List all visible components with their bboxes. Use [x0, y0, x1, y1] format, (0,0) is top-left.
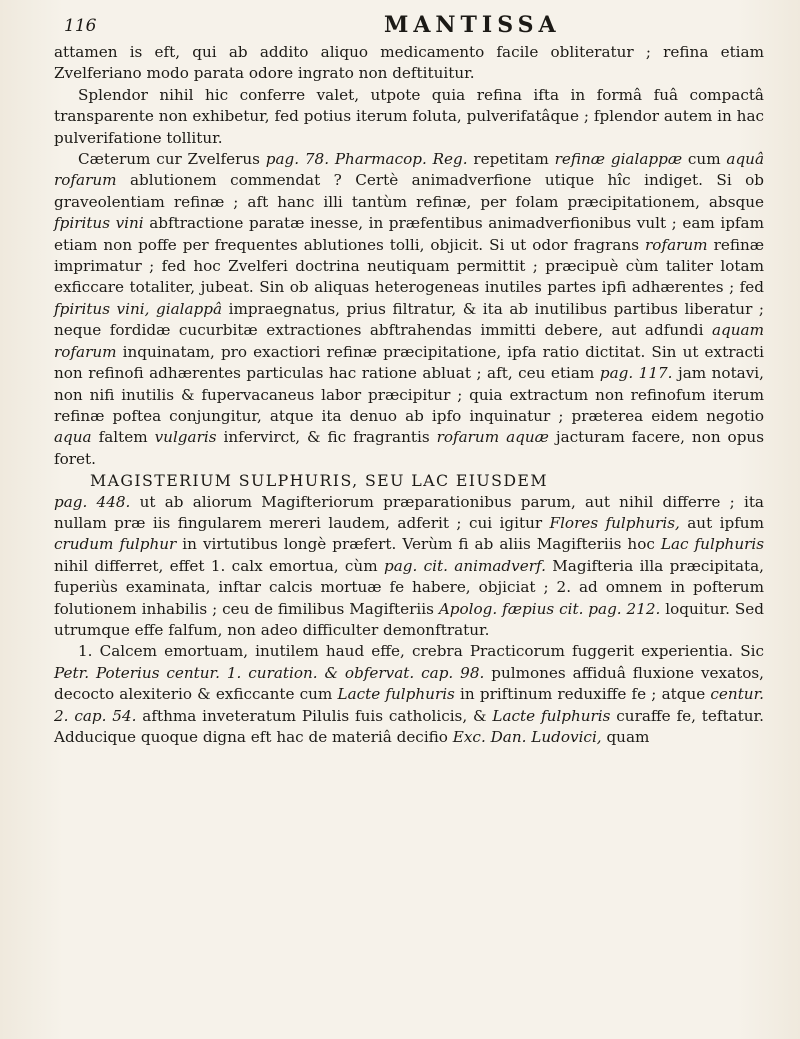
text-segment: Magifteria illa præcipitata, fuperiùs examinata, inftar calcis mortuæ fe habere, objiciat ; 2. ad omnem in pofterum folutionem inhabilis ; ceu de fimilibus Magifteriis	[54, 556, 764, 618]
italic-citation: Petr. Poterius centur. 1. curation. & obfervat. cap. 98.	[54, 663, 485, 682]
page-number: 116	[64, 16, 97, 36]
text-segment: quam	[601, 728, 650, 746]
italic-citation: fpiritus vini	[54, 214, 144, 233]
text-segment: attamen is eft, qui ab addito aliquo medicamento facile obliteratur ; refina etiam Zvelferiano modo parata odore ingrato non deftituitur.	[54, 43, 764, 83]
paragraph	[54, 149, 764, 470]
text-segment: ablutionem commendat ? Certè animadverfione utique hîc indiget. Si ob graveolentiam refinæ ; aft hanc illi tantùm refinæ, per folam præcipitationem, absque	[54, 171, 764, 211]
section-heading	[54, 470, 764, 491]
text-segment: in virtutibus longè præfert. Verùm fi ab aliis Magifteriis hoc	[176, 535, 661, 554]
text-segment: 1. Calcem emortuam, inutilem haud effe, crebra Practicorum fuggerit experientia. Sic	[78, 642, 764, 661]
text-segment: repetitam	[467, 150, 555, 169]
text-segment: MAGISTERIUM SULPHURIS, SEU LAC EIUSDEM	[90, 471, 548, 491]
text-segment: jam notavi, non nifi inutilis & fupervacaneus labor præcipitur ; quia extractum non refinofum iterum refinæ poftea conjungitur, atque ita denuo ab ipfo inquinatur ; præterea eidem negotio	[54, 364, 764, 425]
text-segment: infervirct, & fic fragrantis	[216, 428, 437, 447]
italic-citation: aquam rofarum	[54, 321, 764, 361]
text-segment: Splendor nihil hic conferre valet, utpote quia refina ifta in formâ fuâ compactâ transparente non exhibetur, fed potius iterum foluta, pulverifatâque ; fplendor autem in hac pulverifatione tollitur.	[54, 85, 764, 147]
text-segment: Cæterum cur Zvelferus	[78, 150, 266, 169]
italic-citation: Lacte fulphuris	[492, 706, 611, 725]
italic-citation: vulgaris	[154, 428, 217, 447]
text-segment: inquinatam, pro exactiori refinæ præcipitatione, ipfa ratio dictitat. Sin ut extracti non refinofi adhærentes particulas hac ratione abluat ; aft, ceu etiam	[54, 342, 764, 383]
text-segment: impraegnatus, prius filtratur, & ita ab inutilibus partibus liberatur ; neque fordidæ cucurbitæ extractiones abftrahendas immitti debere, aut adfundi	[54, 299, 764, 340]
italic-citation: Exc. Dan. Ludovici,	[452, 728, 602, 746]
body-text	[54, 42, 764, 748]
italic-citation: rofarum	[645, 235, 708, 254]
paragraph	[54, 42, 764, 85]
text-segment: aut ipfum	[679, 513, 764, 532]
italic-citation: Lacte fulphuris	[337, 685, 455, 704]
text-segment: ut ab aliorum Magifteriorum præparationibus parum, aut nihil differre ; ita nullam præ iis fingularem mereri laudem, adferit ; cui igitur	[54, 492, 764, 532]
paragraph	[54, 85, 764, 149]
italic-citation: rofarum aquæ	[436, 428, 549, 447]
text-segment: loquitur. Sed utrumque effe falfum, non adeo difficulter demonftratur.	[54, 599, 764, 639]
italic-citation: crudum fulphur	[54, 535, 177, 554]
italic-citation: pag. cit. animadverf.	[383, 556, 546, 575]
text-segment: jacturam facere, non opus foret.	[54, 428, 764, 468]
text-segment: nihil differret, effet 1. calx emortua, cùm	[54, 556, 384, 575]
text-segment: abftractione paratæ inesse, in præfentibus animadverfionibus vult ; eam ipfam etiam non poffe per frequentes ablutiones tolli, objicit. Si ut odor fragrans	[54, 214, 764, 254]
text-segment: pulmones affiduâ fluxione vexatos, decocto alexiterio & exficcante cum	[54, 663, 764, 704]
text-segment: faltem	[91, 428, 155, 447]
italic-citation: fpiritus vini, gialappâ	[54, 299, 223, 318]
italic-citation: refinæ gialappæ	[554, 150, 683, 169]
italic-citation: pag. 78. Pharmacop. Reg.	[265, 150, 468, 169]
italic-citation: Apolog. fæpius cit. pag. 212.	[438, 599, 661, 618]
text-segment: afthma inveteratum Pilulis fuis catholicis, &	[136, 706, 493, 725]
running-title: MANTISSA	[384, 12, 561, 38]
italic-citation: aqua	[54, 428, 92, 447]
paragraph	[54, 492, 764, 642]
italic-citation: pag. 117.	[599, 364, 673, 383]
italic-citation: Flores fulphuris,	[549, 513, 680, 532]
italic-citation: centur. 2. cap. 54.	[54, 685, 764, 725]
text-segment: in priftinum reduxiffe fe ; atque	[454, 685, 711, 704]
paragraph	[54, 641, 764, 748]
italic-citation: pag. 448.	[54, 492, 131, 511]
italic-citation: aquâ rofarum	[54, 150, 765, 190]
page-header	[64, 10, 764, 40]
italic-citation: Lac fulphuris	[660, 535, 765, 554]
text-segment: cum	[682, 150, 727, 169]
text-segment: curaffe fe, teftatur. Adducique quoque digna eft hac de materiâ decifio	[54, 706, 764, 746]
text-segment: refinæ imprimatur ; fed hoc Zvelferi doctrina neutiquam permittit ; præcipuè cùm taliter lotam exficcare totaliter, jubeat. Sin ob aliquas heterogeneas inutiles partes ipfi adhærentes ; fed	[54, 235, 765, 297]
